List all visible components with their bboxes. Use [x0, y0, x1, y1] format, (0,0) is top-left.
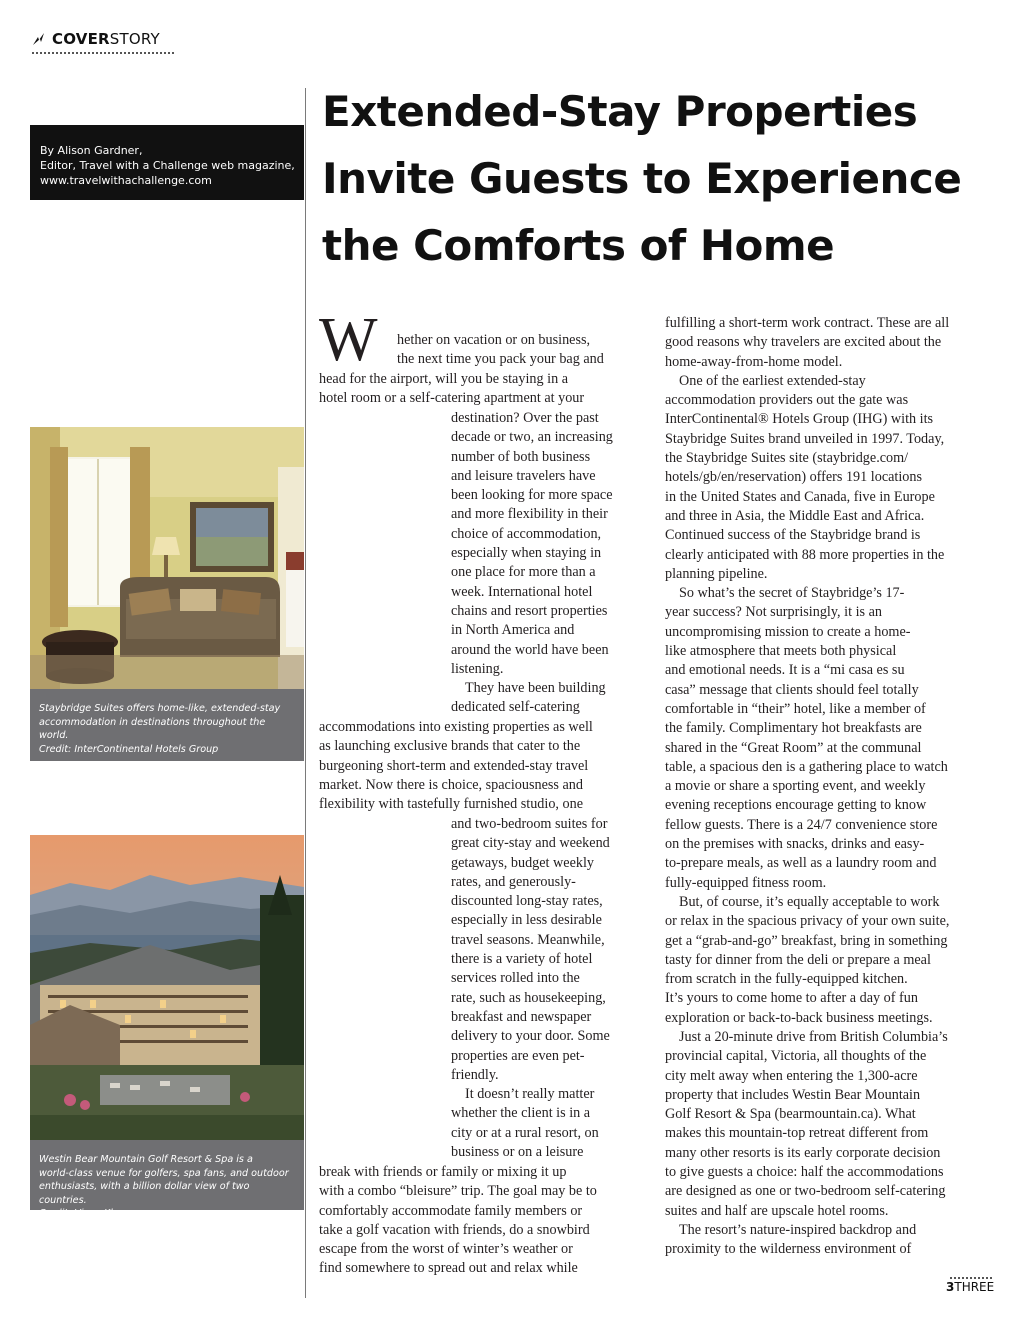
body-line: uncompromising mission to create a home- [665, 623, 911, 640]
body-line: get a “grab-and-go” breakfast, bring in something [665, 932, 948, 949]
body-line: suites and half are upscale hotel rooms. [665, 1202, 889, 1219]
body-line: fully-equipped fitness room. [665, 874, 827, 891]
body-text-block [319, 1163, 649, 1279]
body-line: head for the airport, will you be staying in a [319, 371, 569, 387]
body-line: to-prepare meals, as well as a laundry room and [665, 855, 937, 872]
body-line: hether on vacation or on business, [397, 332, 591, 348]
caption-line: Credit: Vince Klassen [39, 1208, 141, 1219]
right-column [665, 314, 1005, 1260]
body-line: shared in the “Great Room” at the communal [665, 739, 922, 756]
body-line: or relax in the spacious privacy of your own suite, [665, 913, 950, 930]
body-line: services rolled into the [451, 970, 580, 987]
caption-line: Staybridge Suites offers home-like, extended-stay [39, 703, 281, 714]
body-line: Continued success of the Staybridge brand is [665, 527, 921, 544]
body-line: the next time you pack your bag and [397, 351, 604, 368]
body-line: One of the earliest extended-stay [679, 372, 866, 389]
body-line: They have been building [465, 680, 606, 697]
body-line: great city-stay and weekend [451, 835, 610, 852]
body-line: choice of accommodation, [451, 525, 602, 542]
body-line: decade or two, an increasing [451, 429, 613, 446]
body-line: like atmosphere that meets both physical [665, 643, 897, 660]
body-line: escape from the worst of winter’s weather or [319, 1241, 573, 1258]
body-line: rates, and generously- [451, 873, 576, 890]
caption-line: Westin Bear Mountain Golf Resort & Spa is a [39, 1154, 253, 1165]
body-line: makes this mountain-top retreat different from [665, 1125, 929, 1142]
body-line: planning pipeline. [665, 565, 768, 582]
byline-role: Editor, Travel with a Challenge web magazine, [40, 159, 295, 172]
body-line: getaways, budget weekly [451, 854, 595, 871]
body-line: and two-bedroom suites for [451, 816, 608, 832]
body-line: The resort’s nature-inspired backdrop and [679, 1221, 917, 1238]
body-text-block [319, 370, 649, 409]
body-line: casa” message that clients should feel totally [665, 681, 919, 698]
body-line: chains and resort properties [451, 602, 608, 619]
headline-line: Invite Guests to Experience [322, 154, 962, 203]
body-line: comfortable in “their” hotel, like a member of [665, 700, 926, 717]
body-line: there is a variety of hotel [451, 951, 593, 968]
body-line: one place for more than a [451, 564, 596, 581]
headline [322, 78, 1012, 279]
body-line: travel seasons. Meanwhile, [451, 931, 605, 948]
body-line: business or on a leisure [451, 1144, 584, 1161]
body-text-block [451, 815, 651, 1162]
body-line: and three in Asia, the Middle East and Africa. [665, 507, 925, 524]
column-rule [305, 88, 306, 1298]
body-line: number of both business [451, 448, 591, 465]
body-line: home-away-from-home model. [665, 353, 843, 370]
photo2-caption [30, 1140, 304, 1219]
body-line: flexibility with tastefully furnished studio, one [319, 796, 584, 813]
lightning-icon [32, 32, 46, 46]
body-line: whether the client is in a [451, 1105, 591, 1122]
body-line: week. International hotel [451, 583, 593, 600]
caption-line: world-class venue for golfers, spa fans, and outdoor [39, 1167, 289, 1179]
body-line: hotel room or a self-catering apartment at your [319, 390, 585, 407]
resort-photo [30, 835, 304, 1140]
body-line: from scratch in the fully-equipped kitchen. [665, 971, 908, 988]
body-line: exploration or back-to-back business meetings. [665, 1009, 933, 1026]
body-line: properties are even pet- [451, 1047, 585, 1064]
body-line: many other resorts is its early corporate decision [665, 1144, 941, 1161]
body-line: a movie or share a sporting event, and weekly [665, 778, 926, 795]
caption-line: Credit: InterContinental Hotels Group [39, 743, 219, 755]
body-line: provincial capital, Victoria, all thoughts of the [665, 1048, 927, 1065]
photo1-caption [30, 689, 304, 761]
body-line: and leisure travelers have [451, 467, 596, 484]
body-line: comfortably accommodate family members or [319, 1202, 583, 1219]
body-line: been looking for more space [451, 487, 613, 504]
body-line: proximity to the wilderness environment of [665, 1241, 912, 1258]
body-line: Just a 20-minute drive from British Columbia’s [679, 1028, 948, 1045]
byline-url: www.travelwithachallenge.com [40, 174, 212, 187]
body-line: destination? Over the past [451, 410, 599, 426]
body-line: around the world have been [451, 641, 609, 658]
body-line: to give guests a choice: half the accommodations [665, 1164, 944, 1181]
body-line: the Staybridge Suites site (staybridge.com/ [665, 450, 909, 467]
body-line: market. Now there is choice, spaciousness and [319, 776, 583, 793]
body-line: break with friends or family or mixing it up [319, 1164, 567, 1180]
body-line: accommodations into existing properties as well [319, 719, 593, 735]
body-line: friendly. [451, 1066, 499, 1083]
body-text-block [397, 331, 652, 370]
body-line: tasty for dinner from the deli or prepare a meal [665, 951, 931, 968]
drop-cap: W [319, 306, 378, 374]
body-line: listening. [451, 660, 504, 677]
body-line: It’s yours to come home to after a day of fun [665, 990, 918, 1007]
body-line: city or at a rural resort, on [451, 1124, 599, 1141]
body-line: table, a spacious den is a gathering place to watch [665, 758, 948, 775]
body-line: dedicated self-catering [451, 699, 580, 716]
body-line: clearly anticipated with 88 more properties in the [665, 546, 945, 563]
body-line: and emotional needs. It is a “mi casa es su [665, 662, 905, 679]
body-line: delivery to your door. Some [451, 1028, 610, 1045]
body-line: It doesn’t really matter [465, 1086, 595, 1103]
body-line: fellow guests. There is a 24/7 convenience store [665, 816, 938, 833]
body-text-block [451, 409, 651, 718]
body-line: Staybridge Suites brand unveiled in 1997. Today, [665, 430, 945, 447]
body-line: find somewhere to spread out and relax while [319, 1260, 578, 1277]
body-line: But, of course, it’s equally acceptable to work [679, 893, 940, 910]
body-line: with a combo “bleisure” trip. The goal may be to [319, 1183, 597, 1200]
section-tag [32, 30, 160, 48]
footer-divider [950, 1277, 992, 1279]
body-line: and more flexibility in their [451, 506, 608, 523]
section-divider [32, 52, 174, 54]
body-line: accommodation providers out the gate was [665, 392, 909, 409]
body-line: evening receptions encourage getting to know [665, 797, 927, 814]
body-line: good reasons why travelers are excited about the [665, 334, 942, 351]
body-line: breakfast and newspaper [451, 1008, 592, 1025]
body-line: hotels/gb/en/reservation) offers 191 locations [665, 469, 923, 486]
body-line: InterContinental® Hotels Group (IHG) with its [665, 411, 934, 428]
body-line: the family. Complimentary hot breakfasts are [665, 720, 922, 737]
body-line: are designed as one or two-bedroom self-catering [665, 1183, 946, 1200]
body-line: discounted long-stay rates, [451, 893, 603, 910]
body-line: Golf Resort & Spa (bearmountain.ca). What [665, 1106, 916, 1123]
body-line: So what’s the secret of Staybridge’s 17- [679, 585, 905, 602]
body-line: especially in less desirable [451, 912, 602, 929]
body-line: on the premises with snacks, drinks and easy- [665, 836, 925, 853]
byline-box [30, 125, 304, 200]
body-line: take a golf vacation with friends, do a snowbird [319, 1221, 590, 1238]
caption-line: accommodation in destinations throughout the world. [39, 716, 266, 741]
body-line: as launching exclusive brands that cater to the [319, 738, 581, 755]
page-number-digit: 3 [946, 1280, 955, 1294]
headline-line: the Comforts of Home [322, 221, 835, 270]
body-text-block [319, 718, 649, 814]
page-number-word: THREE [954, 1280, 995, 1294]
body-line: rate, such as housekeeping, [451, 989, 606, 1006]
body-line: year success? Not surprisingly, it is an [665, 604, 882, 621]
hotel-room-photo [30, 427, 304, 689]
section-tag-story: STORY [109, 30, 160, 48]
body-line: in North America and [451, 622, 575, 639]
headline-line: Extended-Stay Properties [322, 87, 918, 136]
body-line: in the United States and Canada, five in Europe [665, 488, 935, 505]
body-line: burgeoning short-term and extended-stay travel [319, 757, 589, 774]
body-line: especially when staying in [451, 545, 602, 562]
body-line: property that includes Westin Bear Mountain [665, 1086, 921, 1103]
body-line: fulfilling a short-term work contract. These are all [665, 315, 950, 331]
section-tag-cover: COVER [52, 30, 110, 48]
caption-line: enthusiasts, with a billion dollar view of two countries. [39, 1181, 250, 1206]
byline-author: By Alison Gardner, [40, 144, 143, 157]
body-line: city melt away when entering the 1,300-acre [665, 1067, 918, 1084]
page-number [946, 1280, 994, 1294]
